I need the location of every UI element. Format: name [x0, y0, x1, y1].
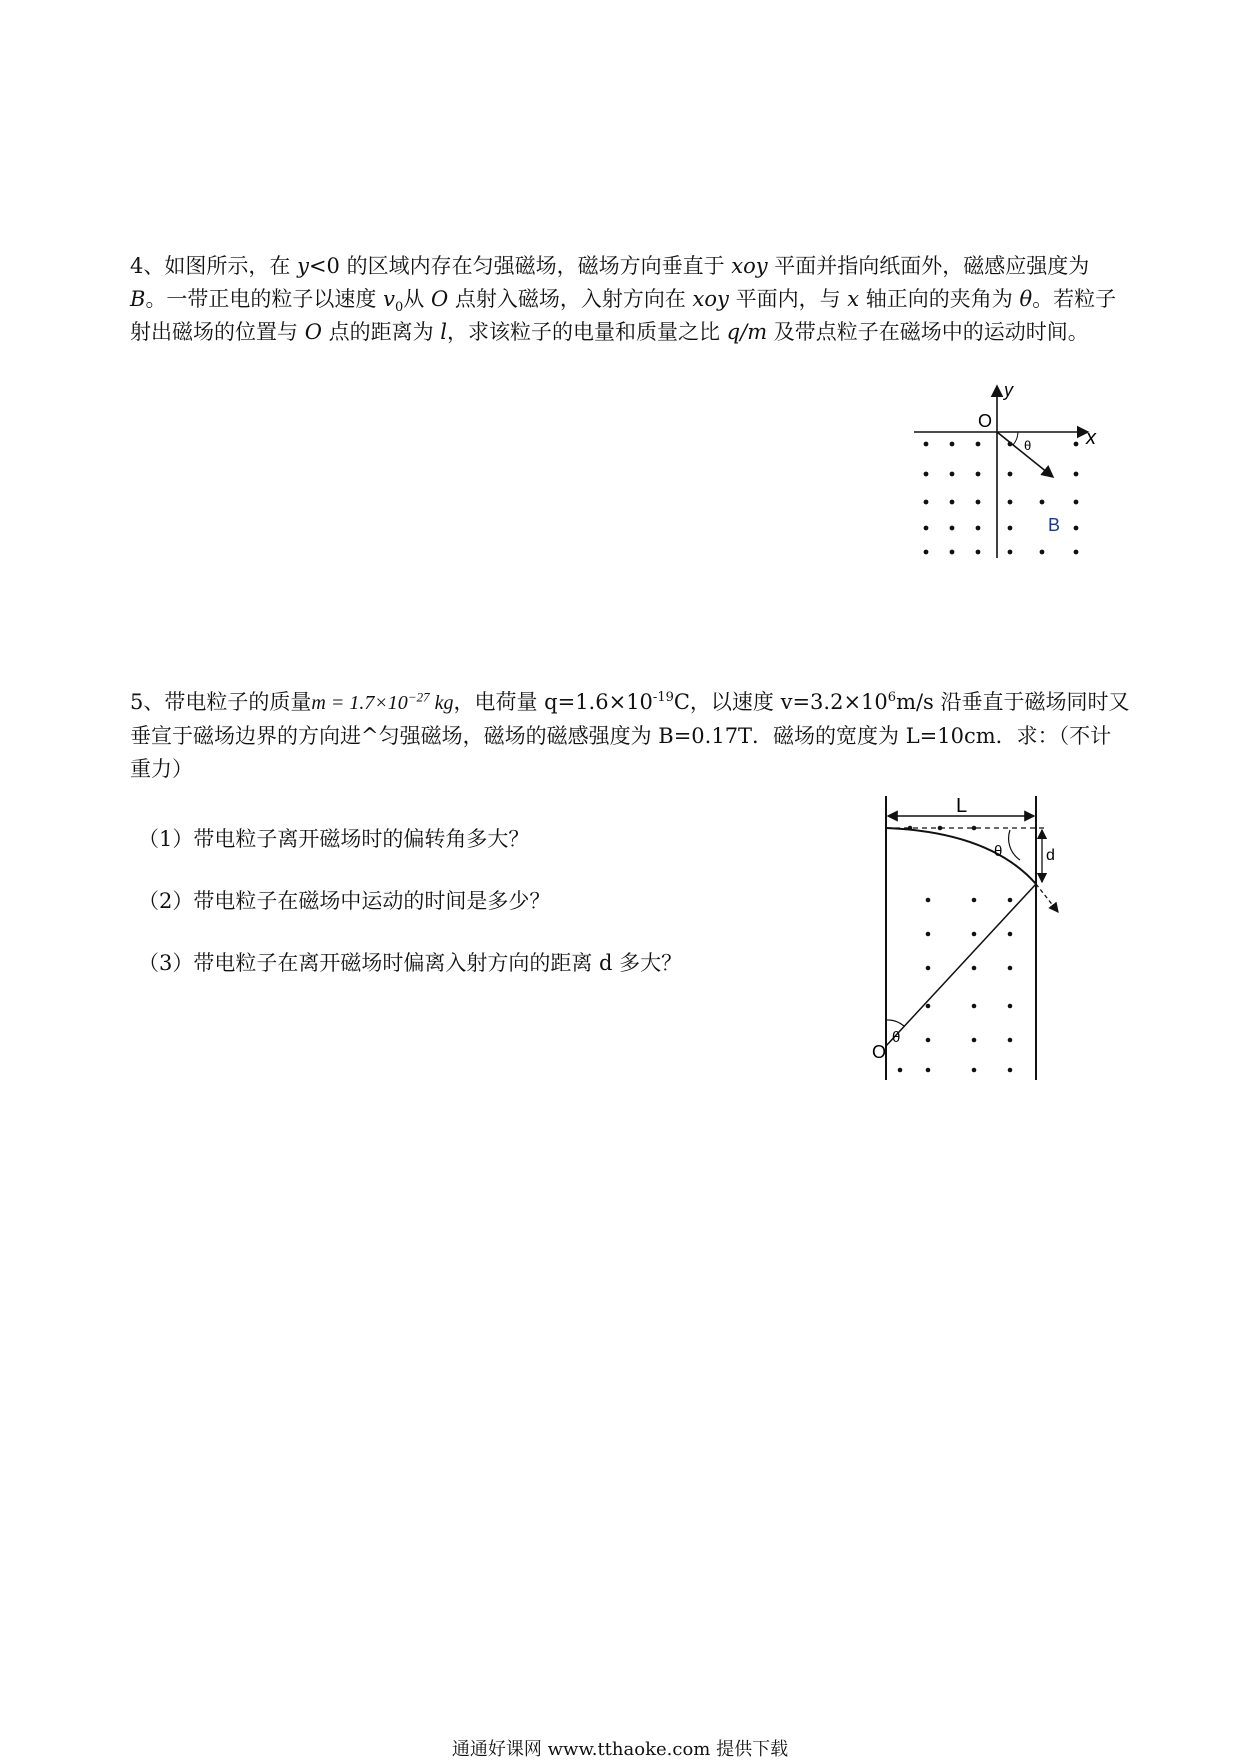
problem5-text: 5、带电粒子的质量$m = 1.7\times 10^{-27}$ kg，电荷量 $q=1.6\times 10^{-19}C$，以速度 $v=3.2\times 10^6m/s$ 沿垂直于磁场同时又垂宣于磁场边界的方向进^匀强磁场，磁场的磁感强度为 B=0.17T．磁场的宽度为 L=10cm．求：（不计重力） — [130, 689, 1130, 781]
x-axis-label: x — [1086, 427, 1096, 449]
question-1: （1）带电粒子离开磁场时的偏转角多大？ — [138, 827, 530, 851]
origin-label: O — [978, 411, 993, 431]
origin-label: O — [872, 1042, 887, 1062]
question-2: （2）带电粒子在磁场中运动的时间是多少？ — [138, 889, 551, 913]
trajectory-arc — [886, 828, 1036, 884]
width-label: L — [956, 795, 968, 817]
field-dots — [898, 826, 1013, 1073]
y-axis-label: y — [1004, 380, 1013, 400]
field-dots — [924, 442, 1079, 555]
top-angle-label: θ — [994, 843, 1003, 860]
d-label: d — [1046, 847, 1055, 864]
angle-label: θ — [1024, 438, 1032, 453]
problem5-number: 5、 — [130, 690, 165, 714]
field-label: B — [1048, 515, 1061, 535]
radius-line — [886, 884, 1036, 1046]
problem5-figure — [870, 790, 1070, 1090]
bottom-angle-arc — [886, 1020, 904, 1026]
exit-direction — [1036, 884, 1058, 912]
question-3: （3）带电粒子在离开磁场时偏离入射方向的距离 d 多大？ — [138, 951, 683, 975]
footer-text: 通通好课网 www.tthaoke.com 提供下载 — [451, 1739, 789, 1760]
bottom-angle-label: θ — [892, 1029, 901, 1046]
top-angle-arc — [1009, 830, 1020, 860]
problem4-text: 4、如图所示，在 y<0 的区域内存在匀强磁场，磁场方向垂直于 xoy 平面并指向纸面外，磁感应强度为 B。一带正电的粒子以速度 $v_0$从 O 点射入磁场，入射方向在 xoy 平面内，与 x 轴正向的夹角为 θ。若粒子射出磁场的位置与 O 点的距离为 l，求该粒子的电量和质量之比 q/m 及带点粒子在磁场中的运动时间。 — [130, 254, 1117, 344]
problem4-number: 4、 — [130, 254, 165, 278]
problem4-figure — [900, 380, 1100, 560]
angle-arc — [1013, 432, 1018, 445]
mass-expression: $m = 1.7\times 10^{-27}$ kg — [311, 689, 454, 714]
